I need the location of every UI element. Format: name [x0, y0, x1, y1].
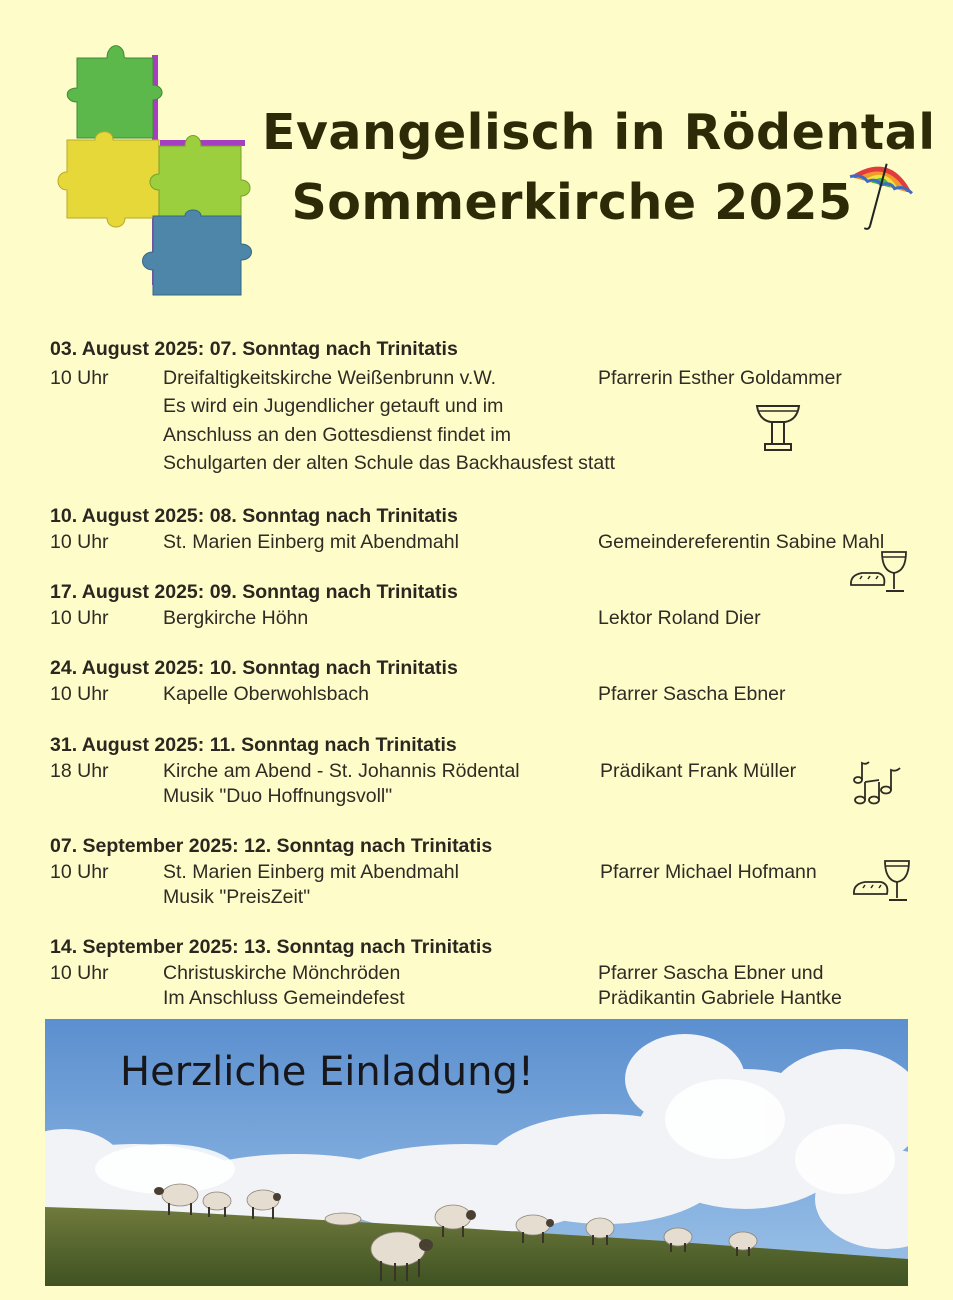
umbrella-icon — [845, 155, 917, 233]
event-sunday: 12. Sonntag nach Trinitatis — [244, 835, 493, 857]
event-sunday: 11. Sonntag nach Trinitatis — [209, 734, 457, 756]
event-place: St. Marien Einberg mit Abendmahl — [163, 530, 459, 553]
event-heading: 17. August 2025: 09. Sonntag nach Trinitatis — [50, 581, 458, 603]
event-note: Schulgarten der alten Schule das Backhausfest statt — [163, 452, 616, 474]
event-date: 07. September 2025 — [50, 835, 233, 857]
bread-and-wine-icon — [851, 858, 913, 904]
event-heading: 31. August 2025: 11. Sonntag nach Trinitatis — [50, 734, 457, 756]
event-sunday: 08. Sonntag nach Trinitatis — [209, 505, 458, 527]
event-date: 24. August 2025 — [50, 657, 198, 679]
event-place: Bergkirche Höhn — [163, 606, 309, 629]
event-time: 10 Uhr — [50, 961, 109, 984]
event-place: Kapelle Oberwohlsbach — [163, 682, 369, 705]
event-sunday: 07. Sonntag nach Trinitatis — [209, 338, 458, 360]
event-date: 31. August 2025 — [50, 734, 198, 756]
puzzle-logo-icon — [55, 40, 260, 305]
event-time: 18 Uhr — [50, 759, 109, 782]
event-date: 10. August 2025 — [50, 505, 198, 527]
baptismal-font-icon — [753, 402, 803, 454]
music-notes-icon — [852, 760, 906, 806]
event-time: 10 Uhr — [50, 682, 109, 705]
page-title-line1: Evangelisch in Rödental — [262, 104, 936, 161]
event-note: Musik "PreisZeit" — [163, 886, 311, 908]
event-heading: 07. September 2025: 12. Sonntag nach Trinitatis — [50, 835, 493, 857]
event-block — [50, 504, 920, 555]
event-note: Anschluss an den Gottesdienst findet im — [163, 423, 511, 446]
event-sunday: 09. Sonntag nach Trinitatis — [209, 581, 458, 603]
event-heading: 14. September 2025: 13. Sonntag nach Trinitatis — [50, 936, 493, 958]
event-date: 03. August 2025 — [50, 338, 198, 360]
event-person: Pfarrerin Esther Goldammer — [598, 366, 842, 389]
event-place: Kirche am Abend - St. Johannis Rödental — [163, 759, 520, 782]
event-note: Musik "Duo Hoffnungsvoll" — [163, 785, 393, 807]
event-note: Es wird ein Jugendlicher getauft und im — [163, 395, 504, 417]
event-date: 17. August 2025 — [50, 581, 198, 603]
event-person: Prädikant Frank Müller — [600, 759, 797, 782]
invitation-text: Herzliche Einladung! — [120, 1049, 534, 1095]
event-person: Gemeindereferentin Sabine Mahl — [598, 530, 885, 553]
event-person: Pfarrer Sascha Ebner — [598, 682, 786, 705]
page-title-line2: Sommerkirche 2025 — [291, 174, 853, 231]
event-block — [50, 580, 920, 631]
event-heading: 24. August 2025: 10. Sonntag nach Trinitatis — [50, 657, 458, 679]
event-sunday: 10. Sonntag nach Trinitatis — [209, 657, 458, 679]
event-person-line2: Prädikantin Gabriele Hantke — [598, 987, 842, 1009]
event-heading: 03. August 2025: 07. Sonntag nach Trinitatis — [50, 338, 458, 360]
event-place: Christuskirche Mönchröden — [163, 961, 401, 984]
event-time: 10 Uhr — [50, 606, 109, 629]
event-block — [50, 656, 920, 707]
event-sunday: 13. Sonntag nach Trinitatis — [244, 936, 493, 958]
event-person: Lektor Roland Dier — [598, 606, 761, 629]
event-date: 14. September 2025 — [50, 936, 233, 958]
event-place: Dreifaltigkeitskirche Weißenbrunn v.W. — [163, 366, 497, 389]
event-block — [50, 935, 920, 1012]
event-time: 10 Uhr — [50, 860, 109, 883]
event-person: Pfarrer Michael Hofmann — [600, 860, 817, 883]
event-note: Im Anschluss Gemeindefest — [163, 987, 405, 1009]
event-person: Pfarrer Sascha Ebner und — [598, 961, 824, 984]
event-time: 10 Uhr — [50, 530, 109, 553]
event-block — [50, 733, 920, 810]
event-heading: 10. August 2025: 08. Sonntag nach Trinitatis — [50, 505, 458, 527]
event-place: St. Marien Einberg mit Abendmahl — [163, 860, 459, 883]
event-time: 10 Uhr — [50, 366, 109, 389]
invitation-banner — [45, 1019, 908, 1286]
event-block — [50, 834, 920, 911]
